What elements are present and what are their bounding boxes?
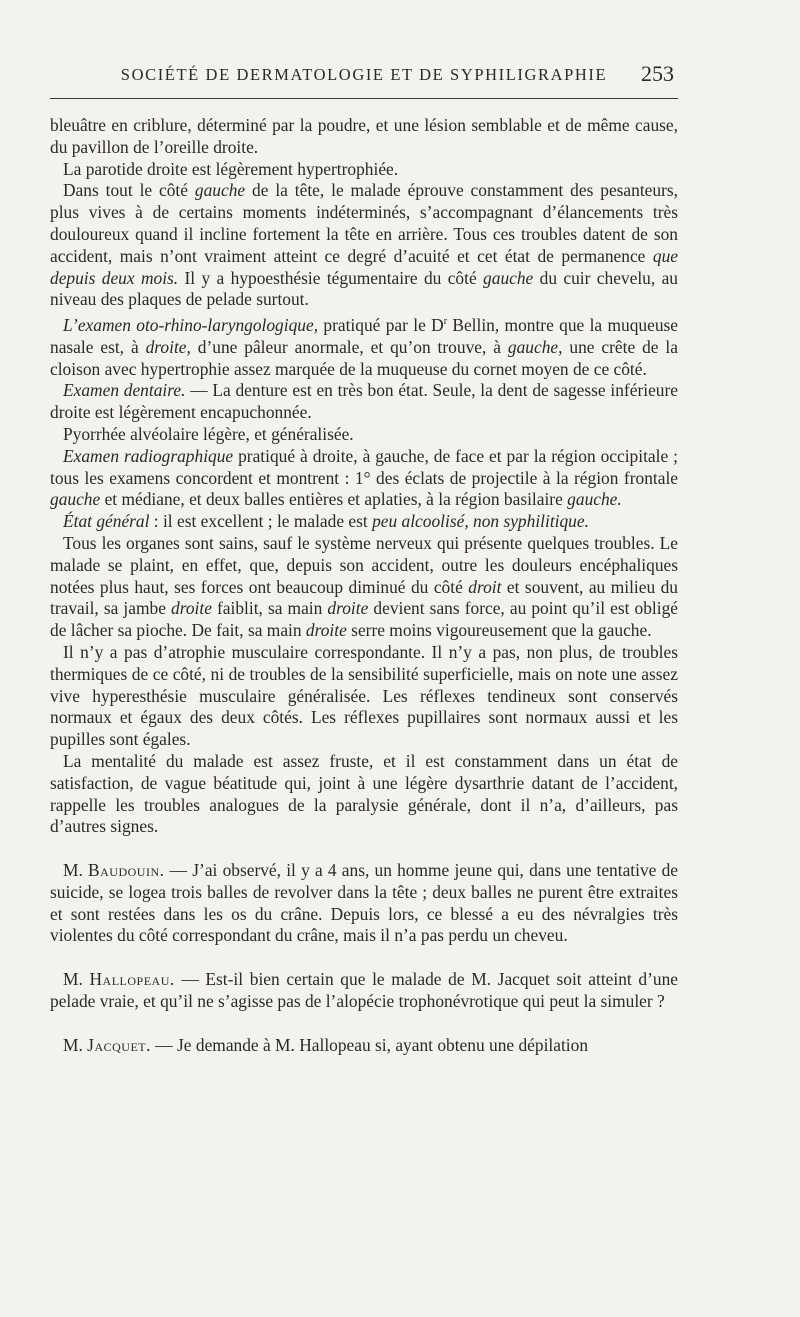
paragraph-ent-exam: L’examen oto-rhino-laryngologique, pratiqué par le $D^r$ Bellin, montre que la muqueuse nasale est, à droite, d’une pâleur anormale, et qu’on trouve, à gauche, une crête de la cloison avec hypertrophie assez marquée de la muqueuse du cornet moyen de ce côté. (50, 314, 678, 379)
page-number: 253 (641, 61, 674, 86)
running-header (50, 58, 678, 92)
paragraph-dental-exam: Examen dentaire. — La denture est en très bon état. Seule, la dent de sagesse inférieure droite est légèrement encapuchonnée. (50, 380, 678, 423)
paragraph-mentality: La mentalité du malade est assez fruste, et il est constamment dans un état de satisfaction, de vague béatitude qui, joint à une légère dysarthrie datant de l’accident, rappelle les troubles analogues de la paralysie générale, dont il n’a, d’ailleurs, pas d’autres signes. (50, 750, 678, 837)
paragraph-continuation: bleuâtre en criblure, déterminé par la poudre, et une lésion semblable et de même cause, du pavillon de l’oreille droite. (50, 115, 678, 157)
paragraph-parotide: La parotide droite est légèrement hypertrophiée. (63, 158, 399, 179)
paragraph-nervous-system: Tous les organes sont sains, sauf le système nerveux qui présente quelques troubles. Le malade se plaint, en effet, que, depuis son accident, outre les douleurs encéphaliques notées plus haut, ses forces ont beaucoup diminué du côté droit et souvent, au milieu du travail, sa jambe droite faiblit, sa main droite devient sans force, au point qu’il est obligé de lâcher sa pioche. De fait, sa main droite serre moins vigoureusement que la gauche. (50, 532, 678, 641)
body-text (50, 115, 678, 1057)
paragraph-general-state: État général : il est excellent ; le malade est peu alcoolisé, non syphilitique. (63, 511, 589, 532)
paragraph-radiography: Examen radiographique pratiqué à droite, à gauche, de face et par la région occipitale ; tous les examens concordent et montrent : 1° des éclats de projectile à la région frontale gauche et médiane, et deux balles entières et aplaties, à la région basilaire gauche. (50, 445, 678, 510)
paragraph-pyorrhea: Pyorrhée alvéolaire légère, et généralisée. (63, 423, 354, 444)
paragraph-hallopeau: M. Hallopeau. — Est-il bien certain que le malade de M. Jacquet soit atteint d’une pelade vraie, et qu’il ne s’agisse pas de l’alopécie trophonévrotique qui peut la simuler ? (50, 969, 678, 1012)
paragraph-reflexes: Il n’y a pas d’atrophie musculaire correspondante. Il n’y a pas, non plus, de troubles thermiques de ce côté, ni de troubles de la sensibilité superficielle, mais on note une assez vive hyperesthésie musculaire généralisée. Les réflexes tendineux sont conservés normaux et égaux des deux côtés. Les réflexes pupillaires sont normaux aussi et les pupilles sont égales. (50, 641, 678, 750)
running-title: SOCIÉTÉ DE DERMATOLOGIE ET DE SYPHILIGRAPHIE (120, 65, 608, 84)
paragraph-symptoms: Dans tout le côté gauche de la tête, le malade éprouve constamment des pesanteurs, plus vives à de certains moments indéterminés, s’accompagnant d’élancements très douloureux quand il incline fortement la tête en arrière. Tous ces troubles datent de son accident, mais n’ont vraiment atteint ce degré d’acuité et cet état de permanence que depuis deux mois. Il y a hypoesthésie tégumentaire du côté gauche du cuir chevelu, au niveau des plaques de pelade surtout. (50, 180, 678, 310)
header-rule (50, 98, 678, 99)
paragraph-baudouin: M. Baudouin. — J’ai observé, il y a 4 ans, un homme jeune qui, dans une tentative de suicide, se logea trois balles de revolver dans la tête ; deux balles ne purent être extraites et sont restées dans les os du crâne. Depuis lors, ce blessé a eu des névralgies très violentes du côté correspondant du crâne, mais il n’a pas perdu un cheveu. (50, 860, 678, 946)
paragraph-jacquet: M. Jacquet. — Je demande à M. Hallopeau si, ayant obtenu une dépilation (63, 1034, 589, 1055)
